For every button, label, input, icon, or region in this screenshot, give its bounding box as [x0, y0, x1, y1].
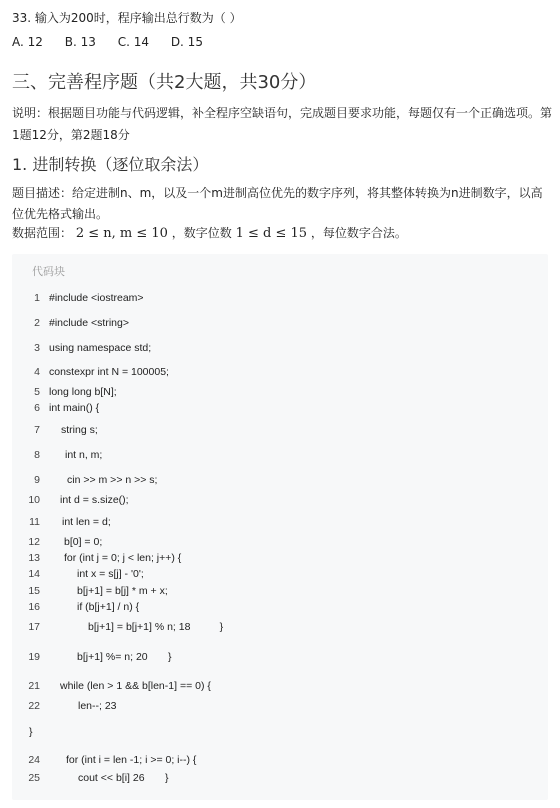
line-number: 16	[28, 601, 40, 613]
option-a: A. 12	[12, 35, 43, 49]
code-line: int len = d;	[62, 516, 111, 528]
code-line: long long b[N];	[49, 386, 117, 398]
range-formula-nm: 2 ≤ n, m ≤ 10	[75, 226, 168, 241]
line-number: 3	[34, 342, 40, 354]
line-number: 12	[28, 536, 40, 548]
problem-description: 题目描述：给定进制n、m，以及一个m进制高位优先的数字序列，将其整体转换为n进制数字，以高位优先格式输出。	[12, 186, 543, 221]
code-line: int main() {	[49, 402, 100, 414]
range-mid-text: ，数字位数	[171, 226, 232, 240]
code-line: b[j+1] = b[j+1] % n; 18 }	[88, 621, 224, 633]
code-line: len--; 23	[78, 700, 117, 712]
range-formula-d: 1 ≤ d ≤ 15	[235, 226, 308, 241]
code-line: if (b[j+1] / n) {	[77, 601, 140, 613]
line-number: 1	[34, 292, 40, 304]
subsection-heading: 1. 进制转换（逐位取余法）	[12, 155, 209, 174]
line-number: 10	[28, 494, 40, 506]
code-line: cout << b[i] 26 }	[78, 772, 169, 784]
line-number: 14	[28, 568, 40, 580]
option-c: C. 14	[117, 35, 149, 49]
line-number: 2	[34, 317, 40, 329]
code-block-title: 代码块	[32, 265, 65, 278]
section-heading: 三、完善程序题（共2大题，共30分）	[12, 72, 317, 93]
code-line: for (int j = 0; j < len; j++) {	[64, 552, 182, 564]
code-line: cin >> m >> n >> s;	[67, 474, 158, 486]
line-number: 6	[34, 402, 40, 414]
line-number: 15	[28, 585, 40, 597]
line-number: 8	[34, 449, 40, 461]
line-number: 21	[28, 680, 40, 692]
option-b: B. 13	[64, 35, 96, 49]
line-number: 7	[34, 424, 40, 436]
code-line: int d = s.size();	[60, 494, 129, 506]
code-line: b[0] = 0;	[64, 536, 103, 548]
section-description: 说明：根据题目功能与代码逻辑，补全程序空缺语句，完成题目要求功能，每题仅有一个正确选项。第1题12分，第2题18分	[12, 106, 553, 142]
line-number: 25	[28, 772, 40, 784]
code-line: #include <string>	[49, 317, 129, 329]
range-label: 数据范围：	[12, 226, 73, 240]
question-33-text: 33. 输入为200时，程序输出总行数为（ ）	[12, 11, 242, 25]
code-line: b[j+1] = b[j] * m + x;	[77, 585, 168, 597]
line-number: 4	[34, 366, 40, 378]
line-number: 13	[28, 552, 40, 564]
code-line: for (int i = len -1; i >= 0; i--) {	[66, 754, 197, 766]
code-line: constexpr int N = 100005;	[49, 366, 169, 378]
line-number: 19	[28, 651, 40, 663]
code-line: while (len > 1 && b[len-1] == 0) {	[60, 680, 211, 692]
question-33-options	[12, 35, 221, 49]
code-line: using namespace std;	[49, 342, 152, 354]
code-line: b[j+1] %= n; 20 }	[77, 651, 172, 663]
code-line: int n, m;	[65, 449, 103, 461]
range-end-text: ，每位数字合法。	[310, 226, 407, 240]
option-d: D. 15	[170, 35, 203, 49]
line-number: 17	[28, 621, 40, 633]
line-number: 11	[29, 516, 40, 528]
code-line: }	[29, 726, 33, 738]
line-number: 24	[28, 754, 40, 766]
line-number: 9	[34, 474, 40, 486]
code-block	[12, 254, 548, 800]
line-number: 22	[28, 700, 40, 712]
line-number: 5	[34, 386, 40, 398]
code-line: string s;	[61, 424, 98, 436]
code-line: #include <iostream>	[49, 292, 144, 304]
code-line: int x = s[j] - '0';	[77, 568, 144, 580]
data-range	[12, 224, 407, 241]
